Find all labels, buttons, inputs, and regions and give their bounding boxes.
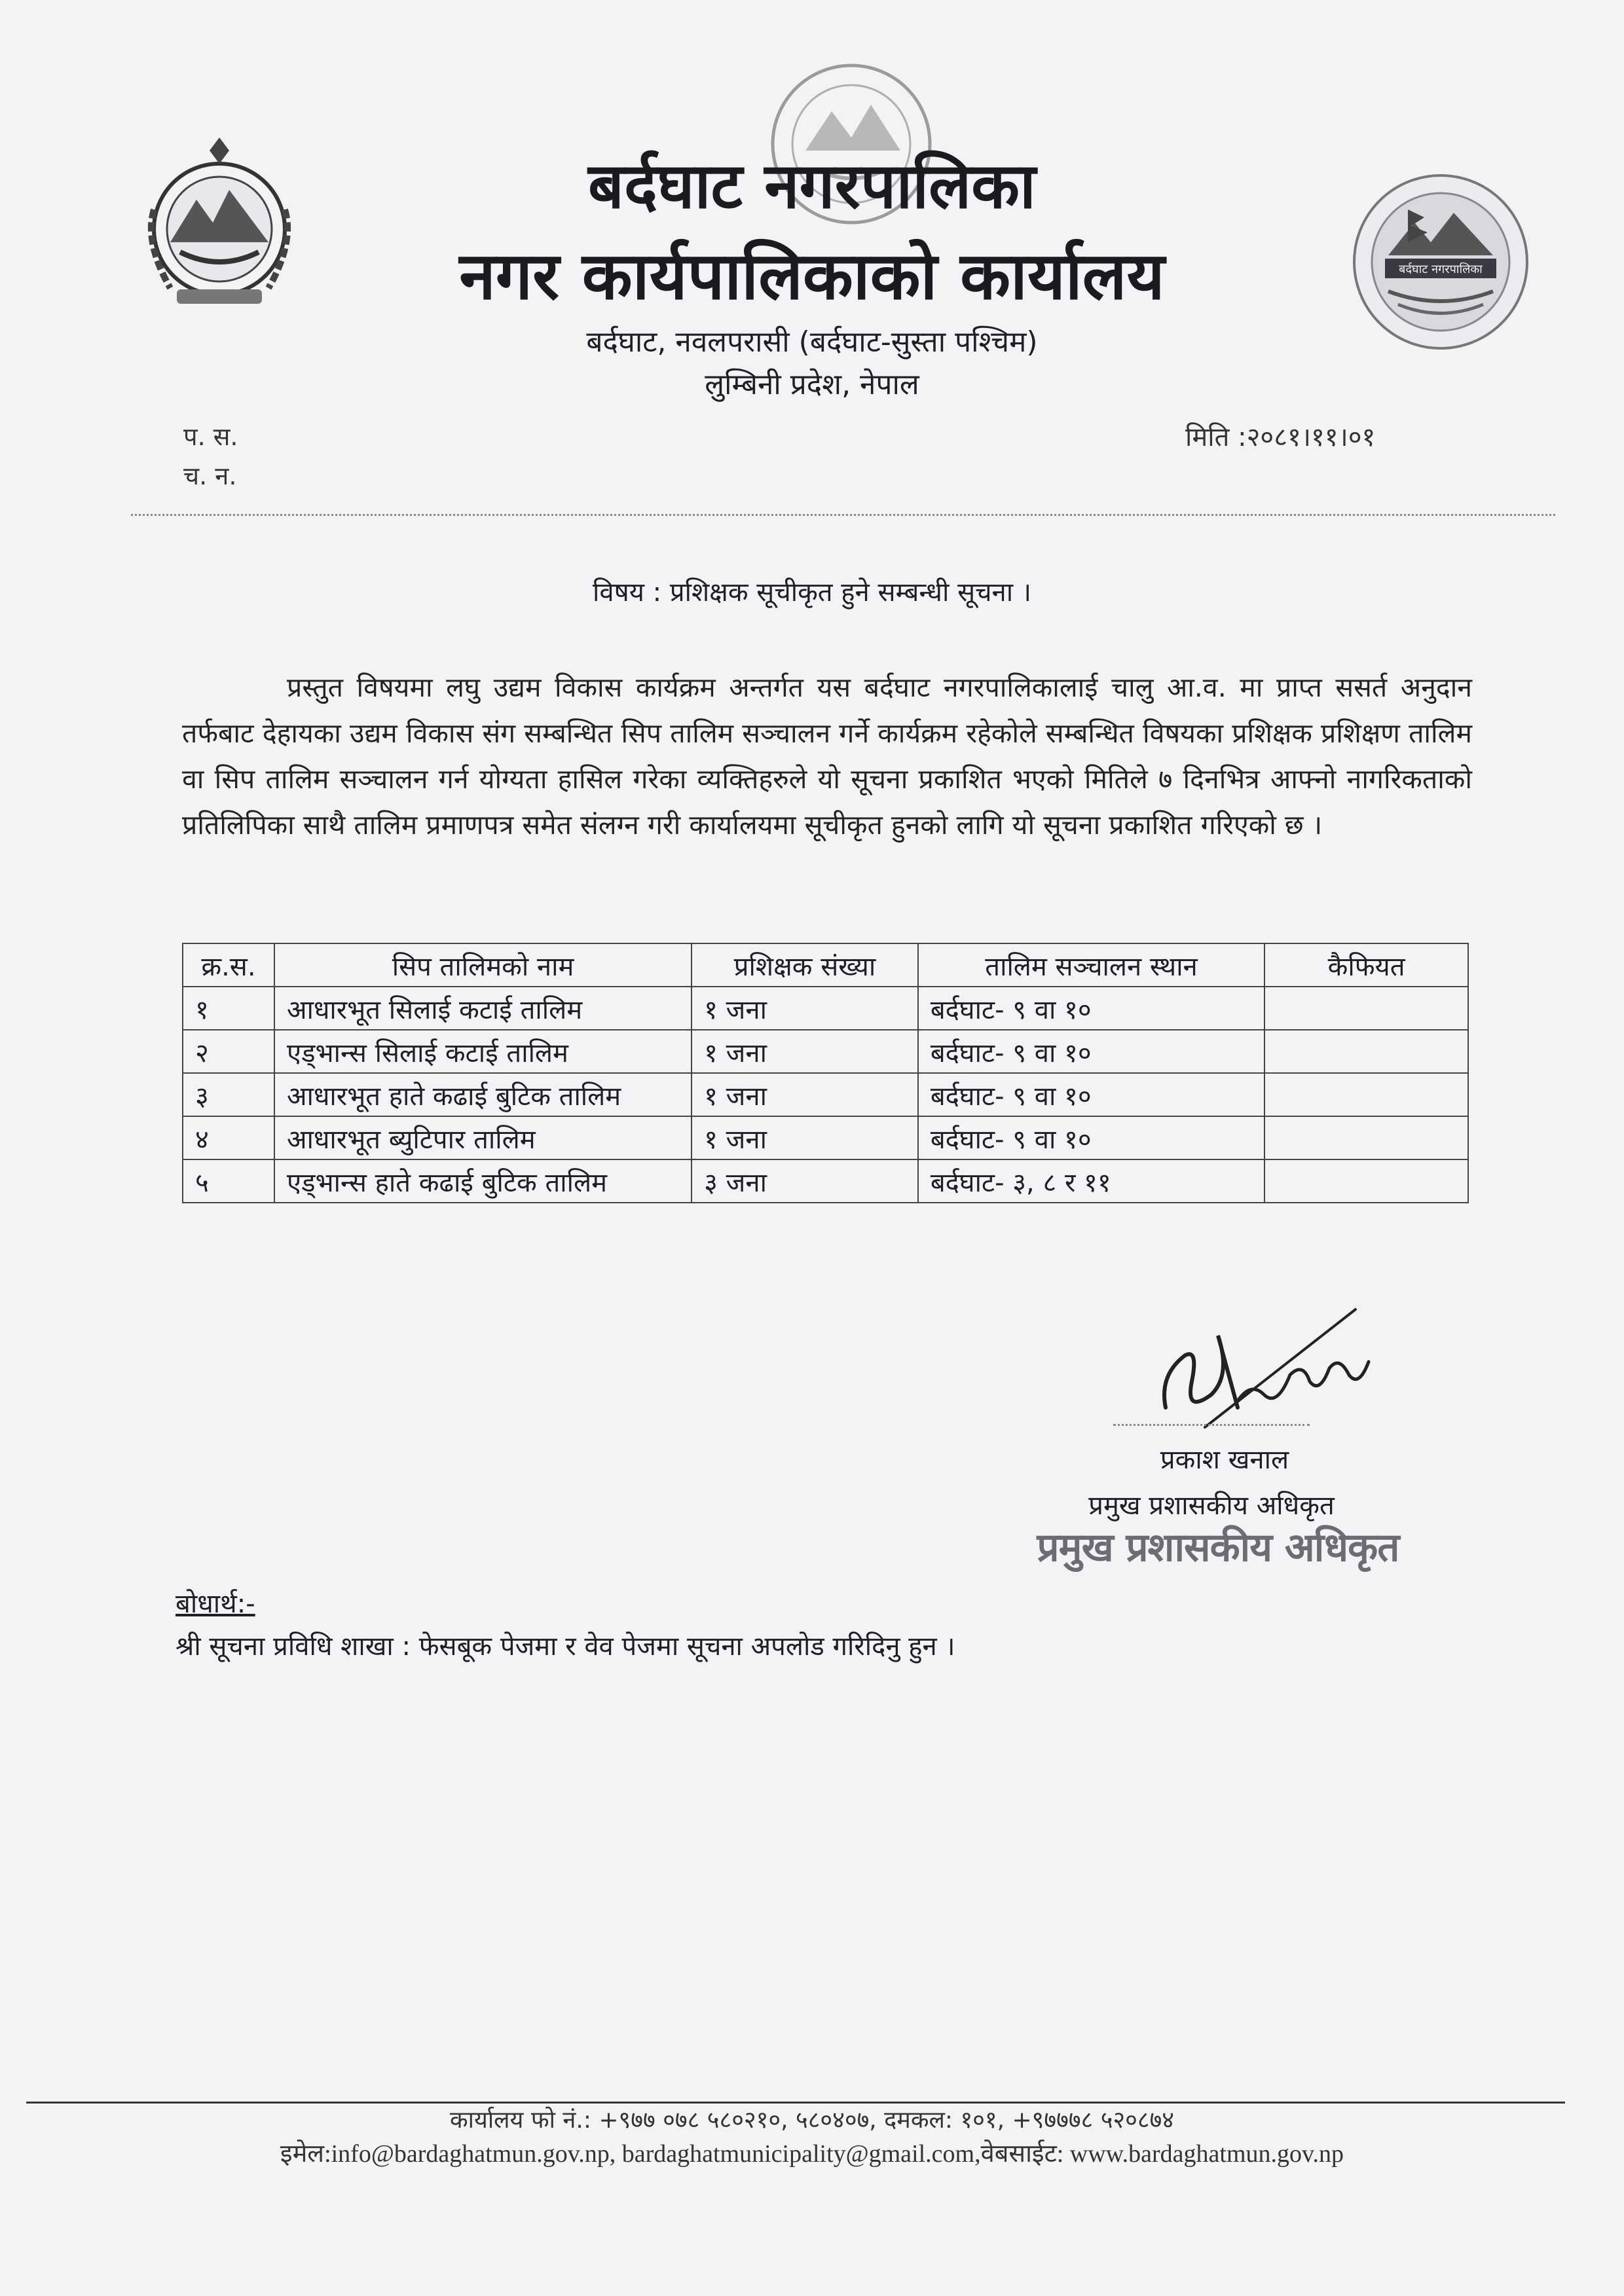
subject-line: विषय : प्रशिक्षक सूचीकृत हुने सम्बन्धी सूचना । — [593, 577, 1031, 608]
cell-serial: २ — [183, 1030, 274, 1073]
col-header-location: तालिम सञ्चालन स्थान — [918, 943, 1264, 987]
municipality-title: बर्दघाट नगरपालिका — [588, 149, 1036, 223]
signer-title: प्रमुख प्रशासकीय अधिकृत — [1088, 1491, 1335, 1521]
handwritten-signature — [1139, 1296, 1401, 1440]
cell-trainer-count: ३ जना — [692, 1159, 918, 1203]
date-text: मिति :२०८१।११।०१ — [1185, 422, 1376, 452]
cc-label: बोधार्थ:- — [175, 1589, 255, 1619]
col-header-remarks: कैफियत — [1264, 943, 1468, 987]
cell-remarks — [1264, 1030, 1468, 1073]
cc-recipient-line: श्री सूचना प्रविधि शाखा : फेसबूक पेजमा र वेव पेजमा सूचना अपलोड गरिदिनु हुन । — [175, 1631, 955, 1662]
letter-number-label: प. स. — [183, 422, 238, 451]
table-row — [183, 1073, 1468, 1116]
dispatch-number-label: च. न. — [183, 462, 237, 490]
cell-serial: ५ — [183, 1159, 274, 1203]
cell-trainer-count: १ जना — [692, 987, 918, 1030]
office-title: नगर कार्यपालिकाको कार्यालय — [459, 238, 1165, 314]
cell-trainer-count: १ जना — [692, 1030, 918, 1073]
logo-text: बर्दघाट नगरपालिका — [1399, 263, 1483, 276]
address-line-1: बर्दघाट, नवलपरासी (बर्दघाट-सुस्ता पश्चिम) — [586, 325, 1038, 359]
signature-line — [1113, 1424, 1310, 1426]
notice-body: प्रस्तुत विषयमा लघु उद्यम विकास कार्यक्रम अन्तर्गत यस बर्दघाट नगरपालिकालाई चालु आ.व. मा प्राप्त ससर्त अनुदान तर्फबाट देहायका उद्यम विकास संग सम्बन्धित सिप तालिम सञ्चालन गर्ने कार्यक्रम रहेकोले सम्बन्धित विषयका प्रशिक्षक प्रशिक्षण तालिम वा सिप तालिम सञ्चालन गर्न योग्यता हासिल गरेका व्यक्तिहरुले यो सूचना प्रकाशित भएको मितिले ७ दिनभित्र आफ्नो नागरिकताको प्रतिलिपिका साथै तालिम प्रमाणपत्र समेत संलग्न गरी कार्यालयमा सूचीकृत हुनको लागि यो सूचना प्रकाशित गरिएको छ । — [182, 672, 1472, 841]
cell-training-name: आधारभूत सिलाई कटाई तालिम — [274, 987, 692, 1030]
col-header-training-name: सिप तालिमको नाम — [274, 943, 692, 987]
cell-remarks — [1264, 1073, 1468, 1116]
cell-training-name: एड्भान्स हाते कढाई बुटिक तालिम — [274, 1159, 692, 1203]
cell-location: बर्दघाट- ३, ८ र ११ — [918, 1159, 1264, 1203]
footer-contact-line: इमेल:info@bardaghatmun.gov.np, bardaghatmunicipality@gmail.com,वेबसाईट: www.bardaghatmun.gov.np — [280, 2140, 1344, 2168]
table-row — [183, 987, 1468, 1030]
title-stamp: प्रमुख प्रशासकीय अधिकृत — [1037, 1525, 1399, 1571]
table-row — [183, 1030, 1468, 1073]
training-table — [182, 943, 1469, 1203]
table-header-row — [183, 943, 1468, 987]
table-row — [183, 1116, 1468, 1159]
cell-trainer-count: १ जना — [692, 1073, 918, 1116]
footer-phone-line: कार्यालय फो नं.: +९७७ ०७८ ५८०२१०, ५८०४०७, दमकल: १०१, +९७७७८ ५२०८७४ — [449, 2107, 1175, 2134]
col-header-serial: क्र.स. — [183, 943, 274, 987]
cell-remarks — [1264, 1116, 1468, 1159]
cell-location: बर्दघाट- ९ वा १० — [918, 1030, 1264, 1073]
cell-serial: १ — [183, 987, 274, 1030]
signer-name: प्रकाश खनाल — [1160, 1445, 1289, 1475]
cell-location: बर्दघाट- ९ वा १० — [918, 987, 1264, 1030]
cell-location: बर्दघाट- ९ वा १० — [918, 1073, 1264, 1116]
header-divider — [131, 514, 1555, 516]
cell-serial: ३ — [183, 1073, 274, 1116]
cell-training-name: आधारभूत ब्युटिपार तालिम — [274, 1116, 692, 1159]
cell-training-name: एड्भान्स सिलाई कटाई तालिम — [274, 1030, 692, 1073]
cell-trainer-count: १ जना — [692, 1116, 918, 1159]
cell-remarks — [1264, 987, 1468, 1030]
address-line-2: लुम्बिनी प्रदेश, नेपाल — [705, 368, 919, 401]
cell-training-name: आधारभूत हाते कढाई बुटिक तालिम — [274, 1073, 692, 1116]
cell-location: बर्दघाट- ९ वा १० — [918, 1116, 1264, 1159]
table-row — [183, 1159, 1468, 1203]
cell-serial: ४ — [183, 1116, 274, 1159]
col-header-trainer-count: प्रशिक्षक संख्या — [692, 943, 918, 987]
cell-remarks — [1264, 1159, 1468, 1203]
